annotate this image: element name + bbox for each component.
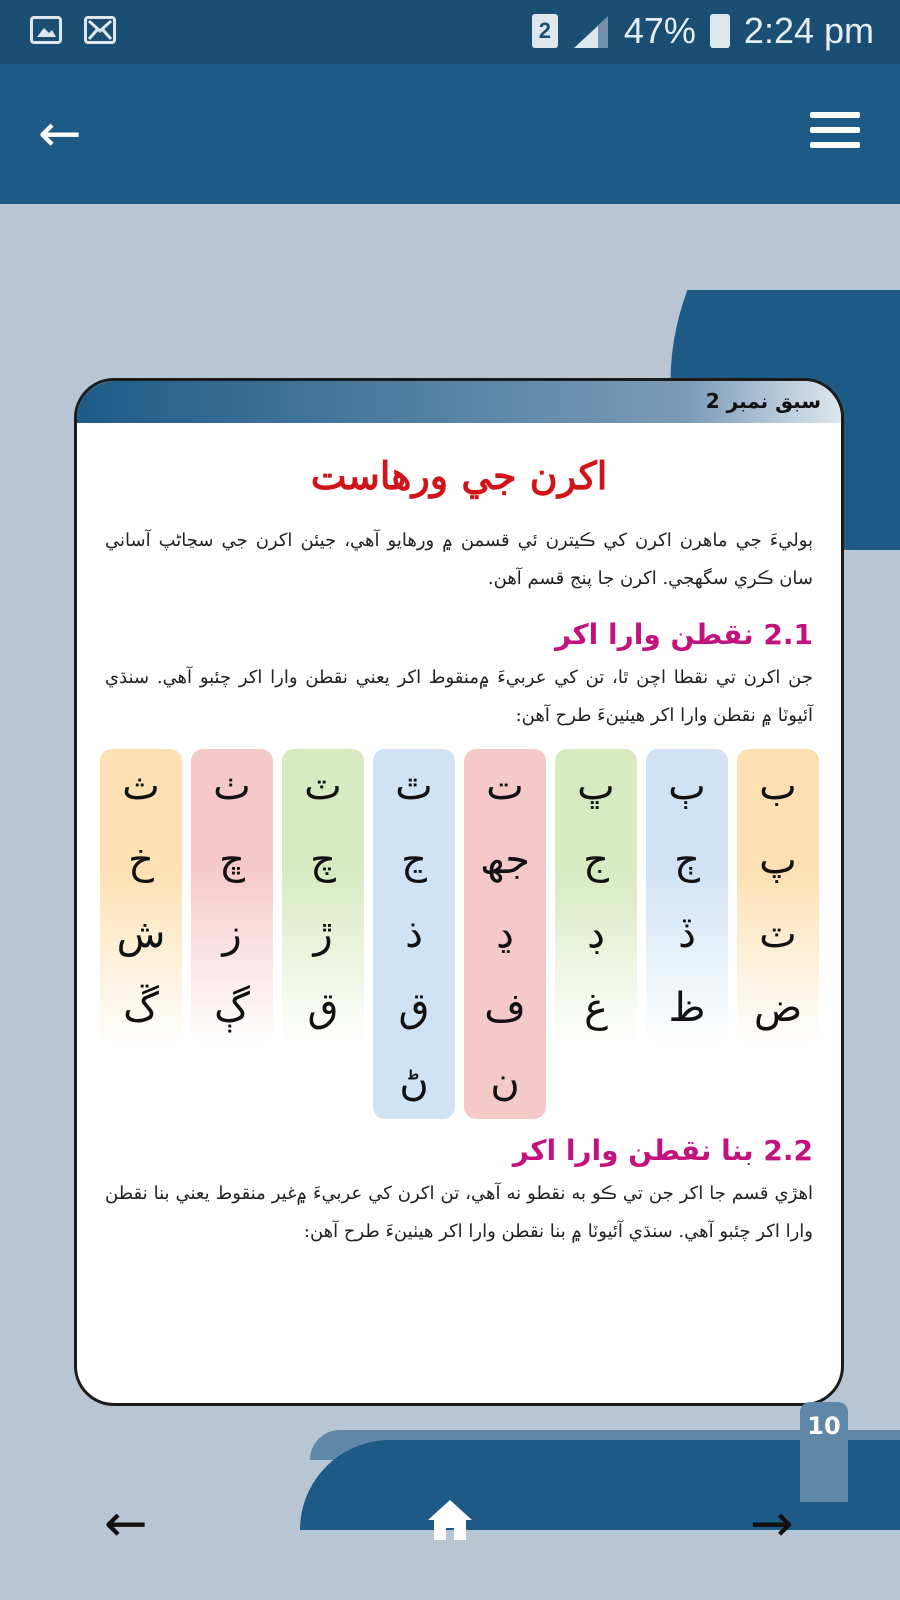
letter-column: [464, 749, 546, 1119]
letter: چ: [310, 837, 336, 883]
lesson-number-tag: سبق نمبر 2: [705, 389, 821, 413]
letter: ج: [583, 837, 609, 883]
section-heading-2-1: 2.1 نقطن وارا اکر: [554, 618, 813, 651]
letter: ڇ: [219, 837, 245, 883]
letter: خ: [128, 837, 154, 883]
card-header: [77, 381, 841, 423]
back-arrow-icon[interactable]: ←: [38, 104, 82, 164]
letter: ڻ: [399, 1059, 429, 1105]
previous-page-arrow-icon[interactable]: ←: [104, 1494, 148, 1554]
letter: ن: [490, 1059, 520, 1105]
page-number: 10: [807, 1412, 841, 1440]
letter: ڍ: [496, 911, 514, 957]
letter: ث: [122, 763, 160, 809]
letter-column: [282, 749, 364, 1045]
letter-column: [555, 749, 637, 1045]
letter-column: [100, 749, 182, 1045]
letter: ٺ: [213, 763, 251, 809]
letter: ق: [307, 985, 339, 1031]
letter: ذ: [405, 911, 423, 957]
next-page-arrow-icon[interactable]: →: [750, 1494, 794, 1554]
letter: ت: [486, 763, 524, 809]
letter-column: [646, 749, 728, 1045]
letter: ش: [116, 911, 166, 957]
letter: ظ: [668, 985, 706, 1031]
letter: پ: [759, 837, 797, 883]
gallery-notification-icon: [30, 16, 62, 44]
menu-icon[interactable]: [810, 112, 860, 152]
letter: ٻ: [668, 763, 706, 809]
signal-icon: [572, 14, 610, 48]
letters-grid: [99, 749, 819, 1114]
letter: ڄ: [674, 837, 700, 883]
letter: ڏ: [678, 911, 696, 957]
letter: ڳ: [214, 985, 250, 1031]
letter: غ: [584, 985, 608, 1031]
letter: ٽ: [304, 763, 342, 809]
clock: 2:24 pm: [743, 10, 874, 51]
battery-icon: [710, 14, 730, 48]
home-icon[interactable]: [426, 1498, 474, 1542]
letter: ف: [484, 985, 526, 1031]
letter: ب: [759, 763, 797, 809]
letter: ڙ: [313, 911, 333, 957]
letter-column: [373, 749, 455, 1119]
app-bar: [0, 64, 900, 204]
letter: ض: [753, 985, 803, 1031]
letter: جھ: [480, 837, 530, 883]
mail-notification-icon: [84, 16, 116, 44]
intro-paragraph: ٻوليءَ جي ماهرن اکرن کي ڪيترن ئي قسمن ۾ ورهايو آهي، جيئن اکرن جي سڃاڻپ آساني سان ڪري سگهجي. اکرن جا پنج قسم آهن.: [105, 530, 813, 589]
letter: ز: [222, 911, 242, 957]
letter: ڀ: [577, 763, 615, 809]
letter: ق: [398, 985, 430, 1031]
letter: ڱ: [123, 985, 159, 1031]
lesson-page-card: [74, 378, 844, 1406]
section-heading-2-2: 2.2 بنا نقطن وارا اکر: [512, 1134, 813, 1167]
battery-level: 47%: [623, 10, 696, 51]
letter-column: [737, 749, 819, 1045]
letter-column: [191, 749, 273, 1045]
status-bar: [0, 0, 900, 64]
letter: ٽ: [759, 911, 797, 957]
section-2-1-paragraph: جن اکرن تي نقطا اچن ٿا، تن کي عربيءَ ۾منقوط اکر يعني نقطن وارا اکر چئبو آهي. سنڌي آئيوٽا ۾ نقطن وارا اکر هيٺينءَ طرح آهن:: [105, 667, 813, 726]
lesson-title: اکرن جي ورهاست: [310, 453, 608, 498]
section-2-2-paragraph: اهڙي قسم جا اکر جن تي ڪو به نقطو نه آهي، تن اکرن کي عربيءَ ۾غير منقوط يعني بنا نقطن وارا اکر چئبو آهي. سنڌي آئيوٽا ۾ بنا نقطن وارا اکر هيٺينءَ طرح آهن:: [105, 1183, 813, 1242]
sim-icon: 2: [532, 14, 558, 48]
letter: ڊ: [587, 911, 605, 957]
letter: ٿ: [395, 763, 433, 809]
letter: ڃ: [401, 837, 427, 883]
